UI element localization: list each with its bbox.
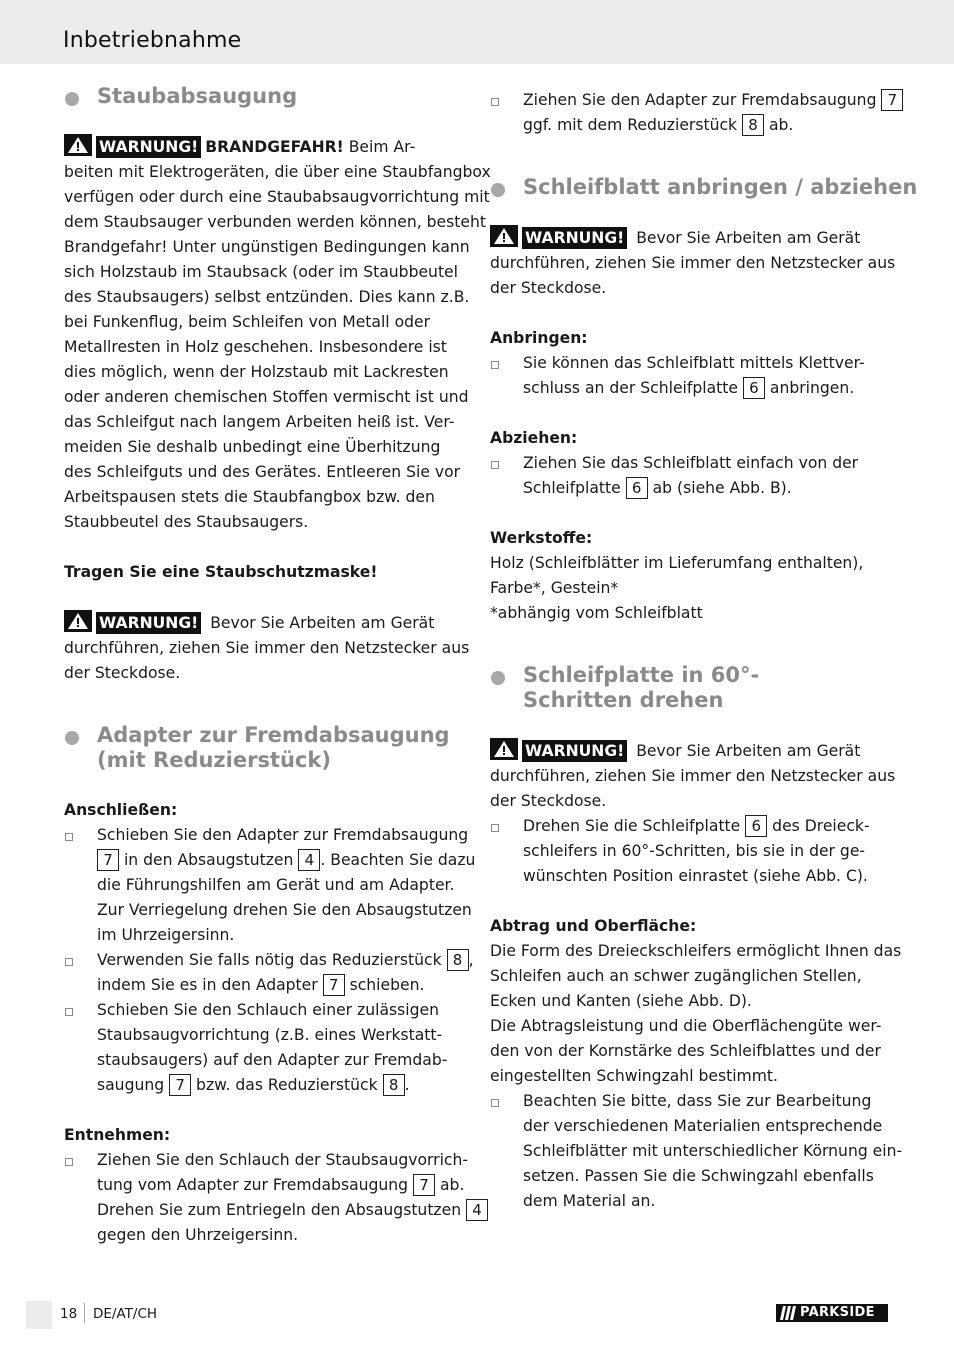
section-heading-schleifplatte: Schleifplatte in 60°- Schritten drehen	[490, 663, 894, 713]
part-ref: 8	[742, 114, 764, 136]
part-ref: 6	[743, 377, 765, 399]
checkbox-bullet-icon	[65, 1008, 73, 1016]
part-ref: 8	[383, 1074, 405, 1096]
unplug-warning: WARNUNG! Bevor Sie Arbeiten am Gerät durchführen, ziehen Sie immer den Netzstecker aus der Steckdose.	[64, 610, 466, 686]
logo-stripes-icon	[780, 1306, 798, 1320]
part-ref: 7	[413, 1174, 435, 1196]
detach-heading: Abziehen:	[490, 429, 578, 447]
part-ref: 6	[626, 477, 648, 499]
part-ref: 7	[97, 849, 119, 871]
mask-note: Tragen Sie eine Staubschutzmaske!	[64, 563, 378, 581]
footer-marker	[26, 1301, 52, 1329]
checkbox-bullet-icon	[65, 958, 73, 966]
checkbox-bullet-icon	[65, 1158, 73, 1166]
materials-heading: Werkstoffe:	[490, 529, 593, 547]
warning-triangle-icon	[490, 225, 518, 247]
page-number: 18	[60, 1306, 78, 1322]
warning-label: WARNUNG!	[96, 612, 201, 634]
checkbox-bullet-icon	[491, 461, 499, 469]
fire-warning: WARNUNG! BRANDGEFAHR! Beim Ar- beiten mit Elektrogeräten, die über eine Staubfangbox verfügen oder durch eine Staubabsaugvorrichtung mit dem Staubsauger verbunden werden können, besteht Brandgefahr! Unter ungünstigen Bedingungen kann sich Holzstaub im Staubsack (oder im Staubbeutel des Staubsaugers) selbst entzünden. Dies kann z.B. bei Funkenflug, beim Schleifen von Metall oder Metallresten in Holz geschehen. Insbesondere ist dies möglich, wenn der Holzstaub mit Lackresten oder anderen chemischen Stoffen vermischt ist und das Schleifgut nach langem Arbeiten heiß ist. Ver- meiden Sie deshalb unbedingt eine Überhitzung des Schleifguts und des Gerätes. Entleeren Sie vor Arbeitspausen stets die Staubfangbox bzw. den Staubbeutel des Staubsaugers.	[64, 134, 466, 535]
parkside-logo: PARKSIDE	[776, 1304, 888, 1322]
list-item: Ziehen Sie den Adapter zur Fremdabsaugung 7 ggf. mit dem Reduzierstück 8 ab.	[490, 88, 894, 138]
part-ref: 6	[745, 815, 767, 837]
bullet-icon	[65, 731, 79, 745]
part-ref: 7	[881, 89, 903, 111]
checkbox-bullet-icon	[491, 98, 499, 106]
part-ref: 7	[169, 1074, 191, 1096]
warning-label: WARNUNG!	[522, 227, 627, 249]
unplug-warning: WARNUNG! Bevor Sie Arbeiten am Gerät durchführen, ziehen Sie immer den Netzstecker aus der Steckdose.	[490, 225, 894, 301]
list-item: Ziehen Sie den Schlauch der Staubsaugvorrich- tung vom Adapter zur Fremdabsaugung 7 ab. Drehen Sie zum Entriegeln den Absaugstutzen 4 gegen den Uhrzeigersinn.	[64, 1148, 466, 1248]
left-column	[64, 84, 491, 1248]
checkbox-bullet-icon	[65, 833, 73, 841]
bullet-icon	[491, 183, 505, 197]
list-item: Beachten Sie bitte, dass Sie zur Bearbeitung der verschiedenen Materialien entsprechende Schleifblätter mit unterschiedlicher Körnung ein- setzen. Passen Sie die Schwingzahl ebenfalls dem Material an.	[490, 1089, 894, 1214]
section-heading-staubabsaugung: Staubabsaugung	[64, 84, 466, 109]
right-column: Ziehen Sie den Adapter zur Fremdabsaugung 7 ggf. mit dem Reduzierstück 8 ab. Schleifblatt anbringen / abziehen WARNUNG! Bevor Sie Arbeiten am Gerät durchführen, ziehen Sie immer den Netzstecker aus der Steckdose. Anbringen: Sie können das Schleifblatt mittels Klettver- schluss an der Schleifplatte 6 anbringen. Abziehen: Ziehen Sie das Schleifblatt einfach von der Schleifplatte 6 ab (siehe Abb. B). Werkstoffe: Holz (Schleifblätter im Lieferumfang enthalten), Farbe*, Gestein* *abhängig vom Schleifblatt Schleifplatte in 60°- Schritten drehen WARNUNG! Bevor Sie Arbeiten am Gerät durchführen, ziehen Sie immer den Netzstecker aus der Steckdose. Drehen Sie die Schleifplatte 6 des Dreieck- schleifers in 60°-Schritten, bis sie in der ge- wünschten Position einrastet (siehe Abb. C). Abtrag und Oberfläche: Die Form des Dreieckschleifers ermöglicht Ihnen das Schleifen auch an schwer zugänglichen Stellen, Ecken und Kanten (siehe Abb. D). Die Abtragsleistung und die Oberflächengüte wer- den von der Kornstärke des Schleifblattes und der eingestellten Schwingzahl bestimmt. Beachten Sie bitte, dass Sie zur Bearbeitung der verschiedenen Materialien entsprechende Schleifblätter mit unterschiedlicher Körnung ein- setzen. Passen Sie die Schwingzahl ebenfalls dem Material an.	[490, 84, 894, 1214]
warning-label: WARNUNG!	[522, 740, 627, 762]
page-title: Inbetriebnahme	[63, 28, 242, 53]
unplug-warning: WARNUNG! Bevor Sie Arbeiten am Gerät durchführen, ziehen Sie immer den Netzstecker aus der Steckdose.	[490, 738, 894, 814]
list-item: Schieben Sie den Adapter zur Fremdabsaugung 7 in den Absaugstutzen 4 . Beachten Sie dazu die Führungshilfen am Gerät und am Adapter. Zur Verriegelung drehen Sie den Absaugstutzen im Uhrzeigersinn.	[64, 823, 466, 948]
checkbox-bullet-icon	[491, 361, 499, 369]
part-ref: 8	[447, 949, 469, 971]
attach-heading: Anbringen:	[490, 329, 588, 347]
list-item: Drehen Sie die Schleifplatte 6 des Dreieck- schleifers in 60°-Schritten, bis sie in der ge- wünschten Position einrastet (siehe Abb. C).	[490, 814, 894, 889]
checkbox-bullet-icon	[491, 1099, 499, 1107]
part-ref: 7	[323, 974, 345, 996]
connect-heading: Anschließen:	[64, 801, 178, 819]
warning-triangle-icon	[64, 134, 92, 156]
checkbox-bullet-icon	[491, 824, 499, 832]
bullet-icon	[65, 92, 79, 106]
fire-hazard-label: BRANDGEFAHR!	[205, 138, 344, 156]
list-item: Ziehen Sie das Schleifblatt einfach von der Schleifplatte 6 ab (siehe Abb. B).	[490, 451, 894, 501]
remove-heading: Entnehmen:	[64, 1126, 171, 1144]
warning-triangle-icon	[64, 610, 92, 632]
list-item: Verwenden Sie falls nötig das Reduzierstück 8 , indem Sie es in den Adapter 7 schieben.	[64, 948, 466, 998]
part-ref: 4	[466, 1199, 488, 1221]
section-heading-adapter: Adapter zur Fremdabsaugung (mit Reduzierstück)	[64, 723, 466, 773]
language-code: DE/AT/CH	[93, 1306, 158, 1322]
footer-divider	[84, 1303, 85, 1323]
bullet-icon	[491, 671, 505, 685]
part-ref: 4	[298, 849, 320, 871]
list-item: Sie können das Schleifblatt mittels Klettver- schluss an der Schleifplatte 6 anbringen.	[490, 351, 894, 401]
warning-triangle-icon	[490, 738, 518, 760]
surface-heading: Abtrag und Oberfläche:	[490, 917, 697, 935]
warning-label: WARNUNG!	[96, 136, 201, 158]
list-item: Schieben Sie den Schlauch einer zulässigen Staubsaugvorrichtung (z.B. eines Werkstatt- staubsaugers) auf den Adapter zur Fremdab- saugung 7 bzw. das Reduzierstück 8 .	[64, 998, 466, 1098]
section-heading-schleifblatt: Schleifblatt anbringen / abziehen	[490, 175, 894, 200]
